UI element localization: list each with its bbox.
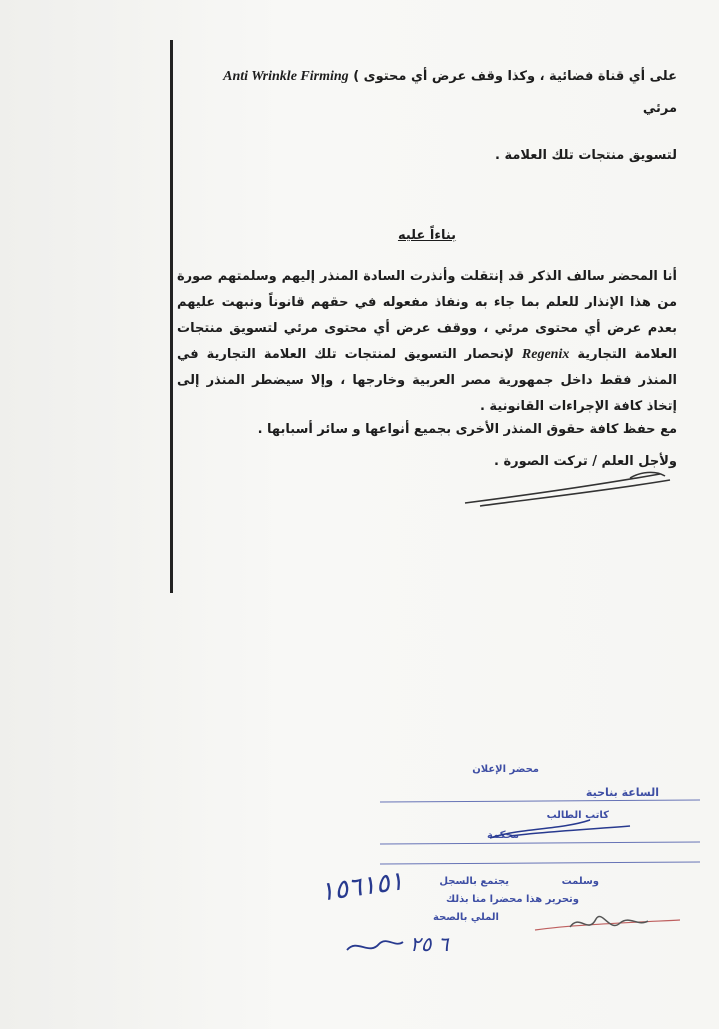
notice-paragraph	[177, 264, 677, 420]
red-stamp-signature	[530, 905, 690, 945]
handwritten-number: ١٥٦١٥١	[318, 866, 406, 908]
bailiff-signature	[460, 468, 680, 513]
closing-line: ولأجل العلم / تركت الصورة .	[494, 454, 677, 469]
handwritten-flourish	[345, 932, 405, 962]
rights-line: مع حفظ كافة حقوق المنذر الأخرى بجميع أنواعها و سائر أسبابها .	[257, 422, 677, 437]
product-name: Anti Wrinkle Firming	[223, 69, 349, 84]
stamp-line-1: محضر الإعلان	[472, 764, 539, 775]
continuation-arabic: على أي قناة فضائية ، وكذا وقف عرض أي محتوى	[363, 69, 677, 84]
stamp-line-2: الساعة بناحية	[585, 786, 659, 799]
paragraph-part-2: لإنحصار التسويق لمنتجات تلك العلامة التجارية في المنذر فقط داخل جمهورية مصر العربية وخارجها ، وإلا سيضطر المنذر إلى إتخاذ كافة الإجراءات القانونية .	[177, 347, 677, 414]
margin-rule	[170, 40, 173, 593]
continuation-line-1	[177, 64, 677, 90]
continuation-line-2: مرئي	[642, 101, 677, 116]
stamp-rules	[370, 780, 710, 920]
stamp-line-3: كاتب الطالب	[546, 810, 609, 821]
stamp-line-8: الملي بالصحة	[433, 912, 499, 923]
stamp-line-6: يجتمع بالسجل	[439, 876, 509, 887]
handwritten-date: ٦ ٢٥	[410, 932, 449, 956]
continuation-paren: )	[353, 69, 360, 84]
paragraph-part-1: أنا المحضر سالف الذكر قد إنتقلت وأنذرت السادة المنذر إليهم وسلمتهم صورة من هذا الإنذار للعلم بما جاء به ونفاذ مفعوله في حقهم قانوناً ونبهت عليهم بعدم عرض أي محتوى مرئي ، ووقف عرض أي محتوى مرئي لتسويق منتجات العلامة التجارية	[177, 269, 677, 362]
brand-name: Regenix	[521, 347, 570, 362]
stamp-line-5: وسلمت	[561, 876, 599, 887]
heading-text: بناءاً عليه	[397, 228, 457, 243]
stamp-line-4: محكمة	[487, 830, 519, 841]
stamp-line-7: وتحرير هذا محضرا منا بذلك	[446, 894, 579, 905]
continuation-line-3: لتسويق منتجات تلك العلامة .	[495, 148, 677, 163]
section-heading	[177, 228, 677, 243]
